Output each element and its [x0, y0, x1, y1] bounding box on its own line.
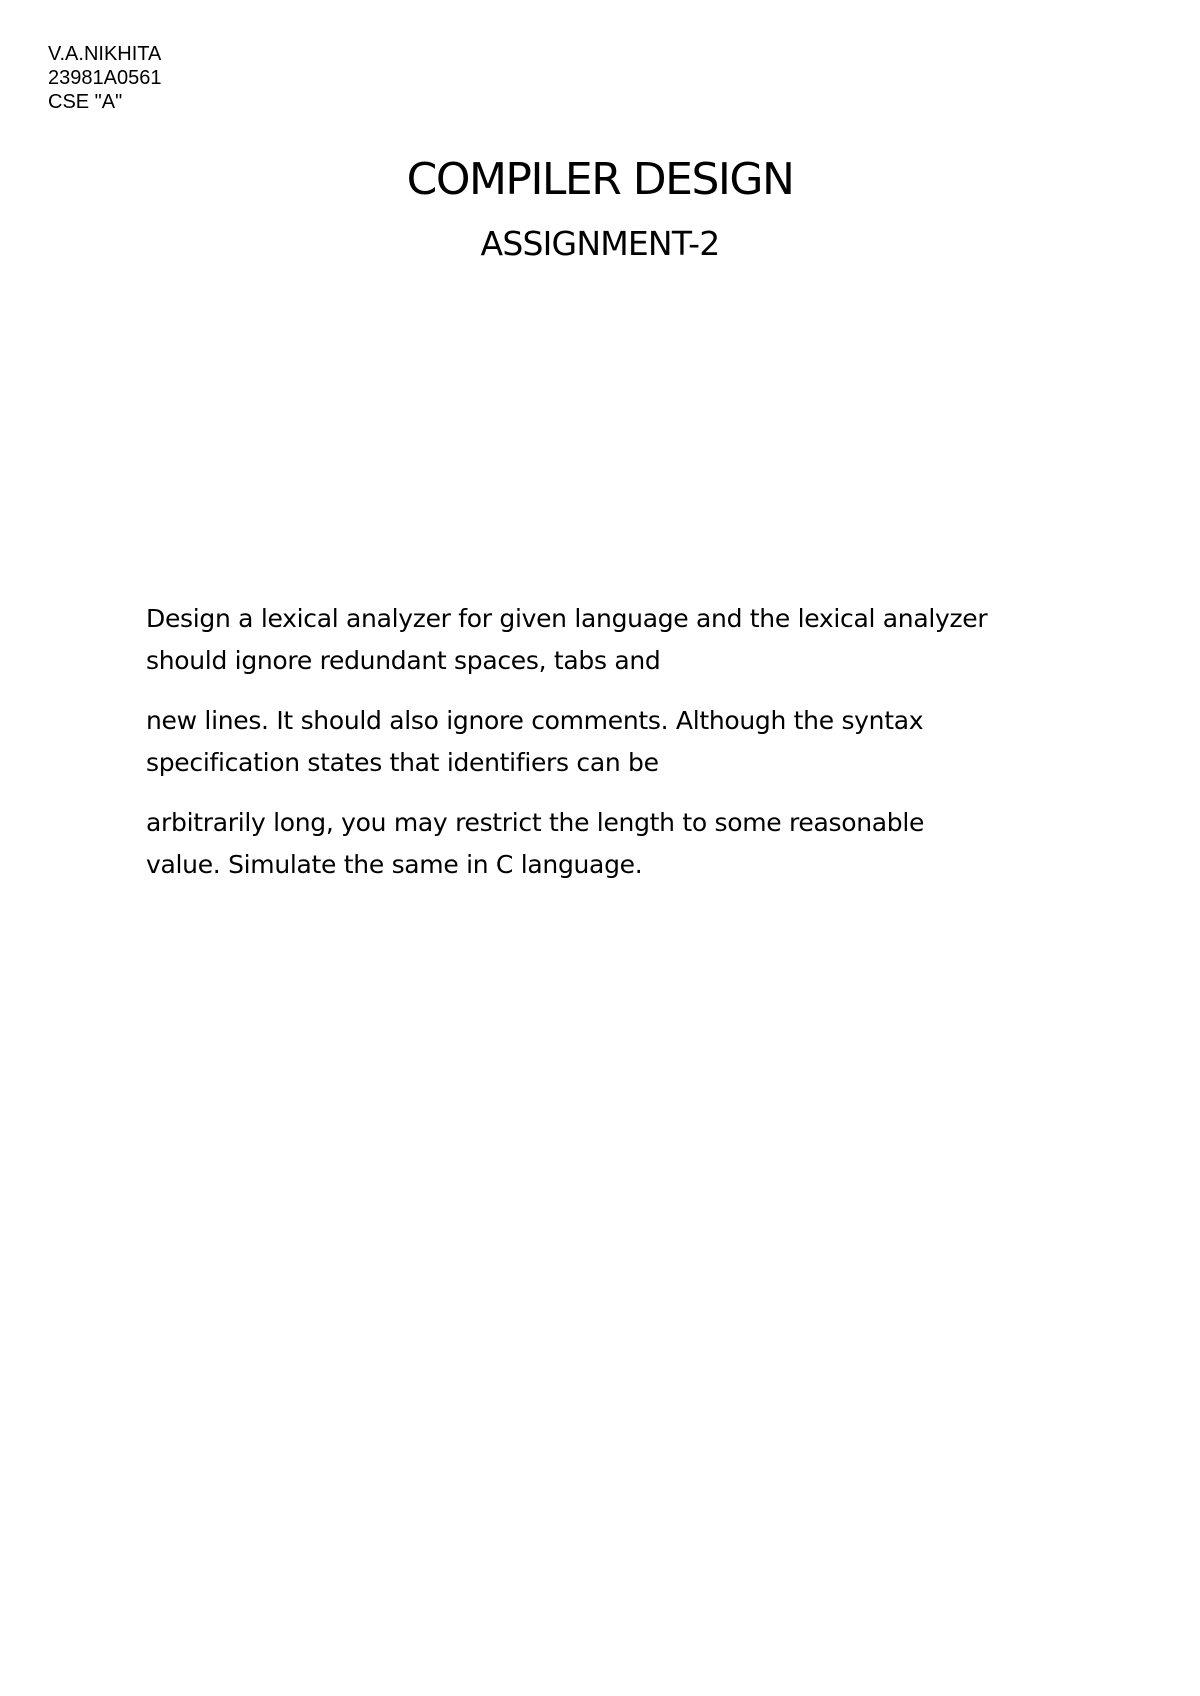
paragraph-1: [146, 598, 1046, 682]
paragraph-3: [146, 802, 1046, 886]
student-name: V.A.NIKHITA: [48, 43, 162, 65]
document-title: COMPILER DESIGN: [406, 154, 794, 205]
paragraph-line: should ignore redundant spaces, tabs and: [146, 646, 661, 675]
paragraph-line: new lines. It should also ignore comments. Although the syntax: [146, 706, 924, 735]
paragraph-line: Design a lexical analyzer for given language and the lexical analyzer: [146, 604, 988, 633]
document-subtitle: ASSIGNMENT-2: [480, 224, 720, 263]
paragraph-2: [146, 700, 1046, 784]
paragraph-line: specification states that identifiers can be: [146, 748, 659, 777]
paragraph-line: arbitrarily long, you may restrict the length to some reasonable: [146, 808, 925, 837]
roll-number: 23981A0561: [48, 67, 162, 89]
paragraph-line: value. Simulate the same in C language.: [146, 850, 643, 879]
section: CSE "A": [48, 91, 123, 113]
assignment-description: [146, 598, 1046, 904]
student-info: [48, 42, 161, 114]
